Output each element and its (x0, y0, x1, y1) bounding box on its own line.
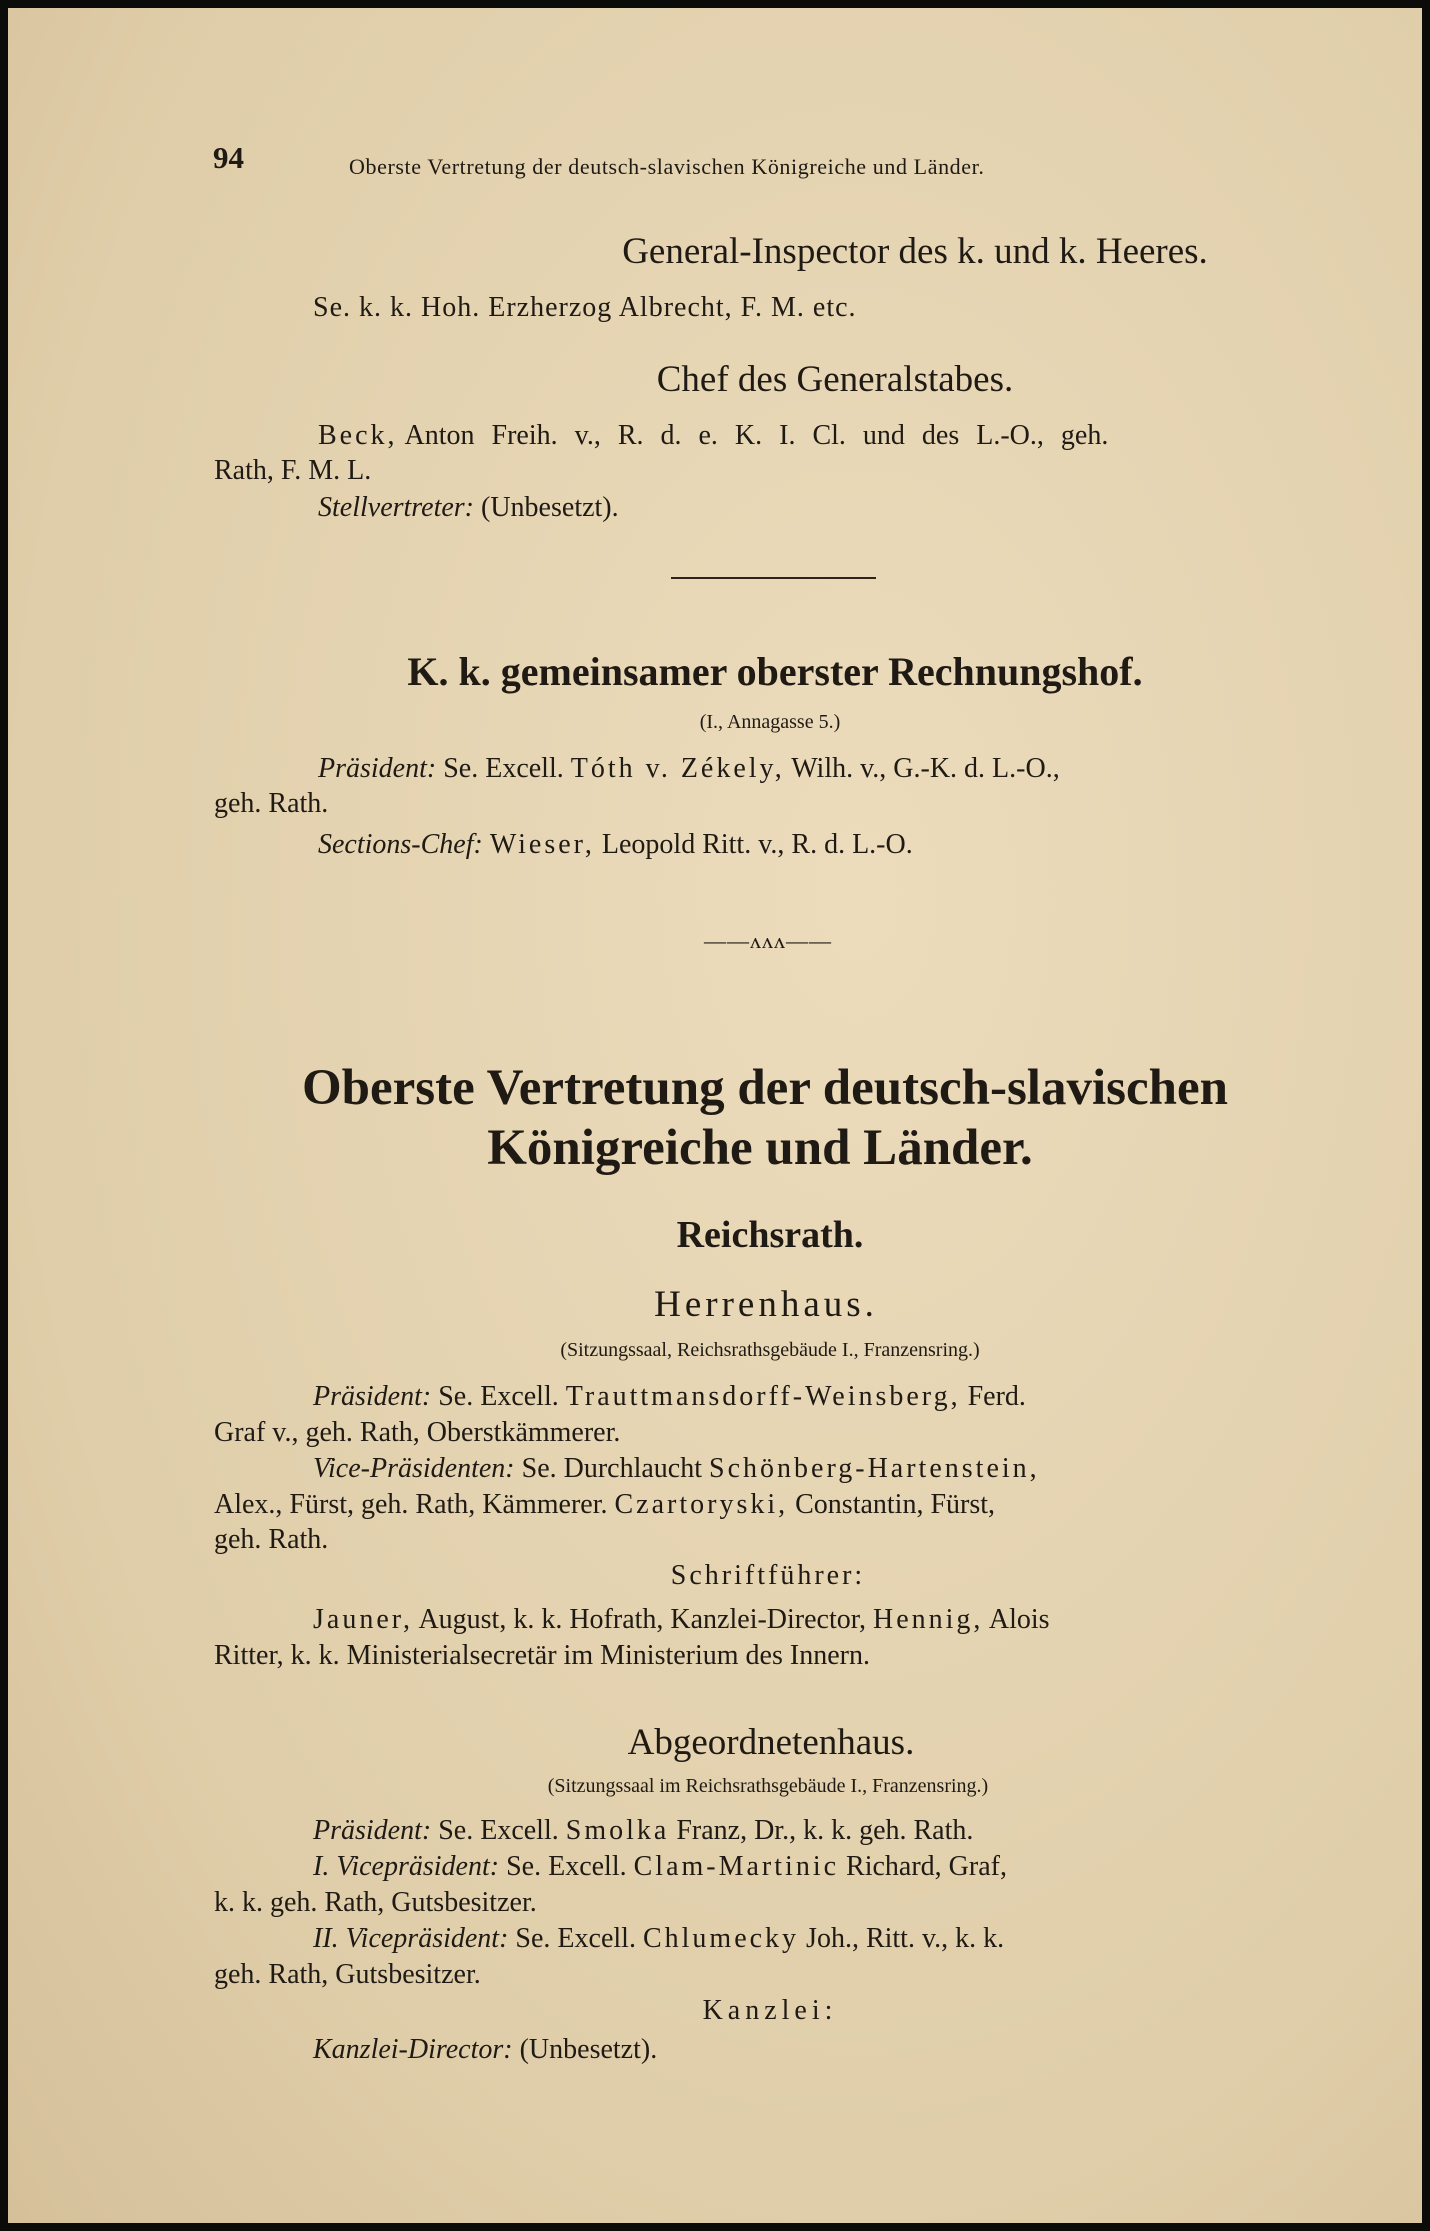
person-name: Hennig, (872, 1604, 984, 1635)
abgeordnetenhaus-heading: Abgeordnetenhaus. (627, 1722, 915, 1763)
abgeordnetenhaus-line-6-text: (Unbesetzt). (519, 2034, 658, 2065)
role-label: Stellvertreter: (318, 492, 475, 523)
honorific: Se. Excell. (515, 1923, 636, 1954)
general-inspector-heading: General-Inspector des k. und k. Heeres. (622, 231, 1208, 272)
person-name: Beck, (318, 420, 398, 451)
abgeordnetenhaus-line-5: geh. Rath, Gutsbesitzer. (214, 1959, 481, 1990)
role-label: I. Vicepräsident: (313, 1851, 500, 1882)
person-name: Schönberg-Hartenstein, (709, 1453, 1040, 1484)
herrenhaus-heading: Herrenhaus. (654, 1284, 878, 1325)
herrenhaus-line-5: geh. Rath. (214, 1524, 329, 1555)
rechnungshof-line-3-text: Leopold Ritt. v., R. d. L.-O. (601, 829, 913, 860)
rechnungshof-line-3 (318, 829, 913, 861)
rechnungshof-heading: K. k. gemeinsamer oberster Rechnungshof. (407, 649, 1143, 694)
honorific: Se. Excell. (443, 753, 564, 784)
page-number: 94 (213, 140, 244, 175)
honorific: Se. Excell. (506, 1851, 627, 1882)
herrenhaus-line-6-rest: Alois (988, 1604, 1050, 1635)
rechnungshof-line-1-text: Wilh. v., G.-K. d. L.-O., (791, 753, 1060, 784)
general-inspector-entry: Se. k. k. Hoh. Erzherzog Albrecht, F. M. etc. (313, 292, 857, 323)
herrenhaus-line-2: Graf v., geh. Rath, Oberstkämmerer. (214, 1417, 621, 1448)
generalstab-line-3 (318, 492, 619, 524)
person-name: Jauner, (313, 1604, 413, 1635)
abgeordnetenhaus-line-1-text: Franz, Dr., k. k. geh. Rath. (676, 1815, 974, 1846)
abgeordnetenhaus-address: (Sitzungssaal im Reichsrathsgebäude I., Franzensring.) (547, 1775, 989, 1797)
person-name: Tóth v. Zékely, (570, 753, 785, 784)
herrenhaus-address: (Sitzungssaal, Reichsrathsgebäude I., Franzensring.) (560, 1339, 980, 1361)
abgeordnetenhaus-line-4 (313, 1923, 1004, 1955)
person-name: Clam-Martinic (633, 1851, 840, 1882)
abgeordnetenhaus-line-3: k. k. geh. Rath, Gutsbesitzer. (214, 1887, 537, 1918)
person-name: Trauttmansdorff-Weinsberg, (565, 1381, 961, 1412)
role-label: Präsident: (313, 1381, 432, 1412)
honorific: Se. Excell. (438, 1815, 559, 1846)
general-inspector-line (313, 292, 857, 324)
generalstab-line-2: Rath, F. M. L. (214, 455, 372, 486)
honorific: Se. Excell. (438, 1381, 559, 1412)
reichsrath-heading: Reichsrath. (676, 1214, 864, 1256)
generalstab-heading: Chef des Generalstabes. (656, 359, 1014, 400)
generalstab-line-1-text: Anton Freih. v., R. d. e. K. I. Cl. und des L.-O., geh. (404, 420, 1109, 451)
rechnungshof-line-2: geh. Rath. (214, 788, 329, 819)
role-label: Präsident: (313, 1815, 432, 1846)
abgeordnetenhaus-line-4-text: Joh., Ritt. v., k. k. (806, 1923, 1005, 1954)
herrenhaus-line-6 (313, 1604, 1050, 1636)
rechnungshof-address: (I., Annagasse 5.) (699, 711, 841, 733)
main-title-line-2: Königreiche und Länder. (487, 1120, 1033, 1176)
schriftfuehrer-heading: Schriftführer: (670, 1560, 866, 1591)
ornamental-divider: ——ᴧᴧᴧ—— (704, 928, 832, 953)
herrenhaus-line-1-text: Ferd. (967, 1381, 1026, 1412)
role-label: II. Vicepräsident: (313, 1923, 509, 1954)
role-label: Kanzlei-Director: (313, 2034, 513, 2065)
herrenhaus-line-1 (313, 1381, 1026, 1413)
herrenhaus-line-6-text: August, k. k. Hofrath, Kanzlei-Director, (418, 1604, 866, 1635)
herrenhaus-line-7: Ritter, k. k. Ministerialsecretär im Ministerium des Innern. (214, 1640, 870, 1671)
role-label: Sections-Chef: (318, 829, 483, 860)
honorific: Se. Durchlaucht (521, 1453, 703, 1484)
rechnungshof-line-1 (318, 753, 1060, 785)
herrenhaus-line-4 (214, 1489, 995, 1521)
running-title: Oberste Vertretung der deutsch-slavischen Königreiche und Länder. (349, 154, 985, 179)
abgeordnetenhaus-line-2 (313, 1851, 1007, 1883)
section-divider (671, 577, 876, 579)
role-label: Vice-Präsidenten: (313, 1453, 515, 1484)
herrenhaus-line-4-text: Alex., Fürst, geh. Rath, Kämmerer. (214, 1489, 608, 1520)
abgeordnetenhaus-line-6 (313, 2034, 657, 2066)
abgeordnetenhaus-line-1 (313, 1815, 973, 1847)
person-name: Smolka (565, 1815, 670, 1846)
herrenhaus-line-4-rest: Constantin, Fürst, (795, 1489, 996, 1520)
person-name: Czartoryski, (614, 1489, 789, 1520)
herrenhaus-line-3 (313, 1453, 1040, 1485)
kanzlei-heading: Kanzlei: (702, 1995, 838, 2026)
role-label: Präsident: (318, 753, 437, 784)
generalstab-line-3-text: (Unbesetzt). (481, 492, 619, 523)
main-title-line-1: Oberste Vertretung der deutsch-slavischen (302, 1060, 1228, 1116)
person-name: Chlumecky (642, 1923, 800, 1954)
generalstab-line-1 (318, 420, 1108, 452)
abgeordnetenhaus-line-2-text: Richard, Graf, (846, 1851, 1007, 1882)
person-name: Wieser, (489, 829, 595, 860)
book-page (8, 8, 1422, 2223)
